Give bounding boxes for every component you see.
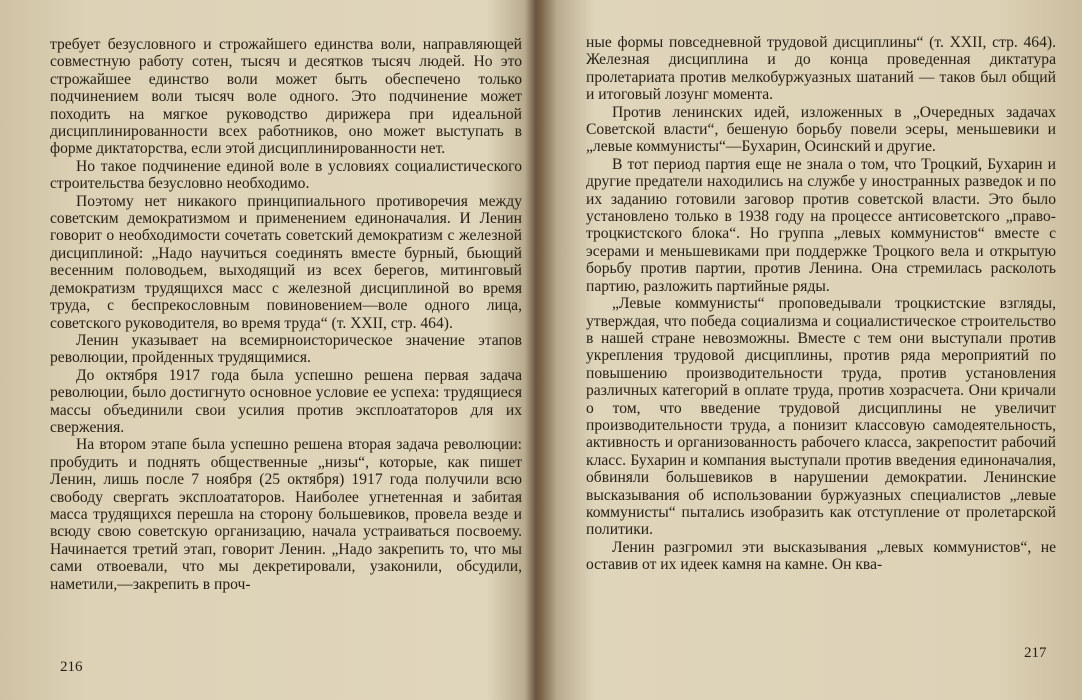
page-number: 217 bbox=[1024, 645, 1047, 661]
paragraph: Ленин разгромил эти высказывания „левых коммунистов“, не оставив от их идеек камня на камне. Он ква- bbox=[586, 538, 1056, 574]
right-page-text bbox=[586, 34, 1056, 574]
paragraph: требует безусловного и строжайшего единства воли, направляющей совместную работу сотен, тысяч и десятков тысяч людей. Но это строжайшее единство воли может быть обеспечено только подчинением воли тысяч воле одного. Это подчинение может походить на мягкое руководство дирижера при идеальной дисциплинированности всех работников, оно может выступать в форме диктаторства, если этой дисциплинированности нет. bbox=[50, 36, 522, 158]
paragraph: До октября 1917 года была успешно решена первая задача революции, было достигнуто основное условие ее успеха: трудящиеся массы объединили свои усилия против эксплоататоров для их свержения. bbox=[50, 366, 522, 436]
paragraph: На втором этапе была успешно решена вторая задача революции: пробудить и поднять общественные „низы“, которые, как пишет Ленин, лишь после 7 ноября (25 октября) 1917 года получили всю свободу свергать эксплоататоров. Наиболее угнетенная и забитая масса трудящихся перешла на сторону большевиков, провела везде и всюду свою советскую организацию, начала устраиваться посвоему. Начинается третий этап, говорит Ленин. „Надо закрепить то, что мы сами отвоевали, что мы декретировали, узаконили, обсудили, наметили,—закрепить в проч- bbox=[50, 436, 522, 593]
paragraph: Ленин указывает на всемирноисторическое значение этапов революции, пройденных трудящимися. bbox=[50, 331, 522, 367]
paragraph: В тот период партия еще не знала о том, что Троцкий, Бухарин и другие предатели находились на службе у иностранных разведок и по их заданию готовили заговор против советской власти. Это было установлено только в 1938 году на процессе антисоветского „право-троцкистского блока“. Но группа „левых коммунистов“ вместе с эсерами и меньшевиками при поддержке Троцкого вела и открытую борьбу против партии, против Ленина. Она стремилась расколоть партию, разложить партийные ряды. bbox=[586, 155, 1056, 295]
paragraph: Поэтому нет никакого принципиального противоречия между советским демократизмом и применением единоначалия. И Ленин говорит о необходимости сочетать советский демократизм с железной дисциплиной: „Надо научиться соединять вместе бурный, бьющий весенним половодьем, выходящий из всех берегов, митинговый демократизм трудящихся масс с железной дисциплиной во время труда, с беспрекословным повиновением—воле одного лица, советского руководителя, во время труда“ (т. XXII, стр. 464). bbox=[50, 192, 522, 332]
left-page-text bbox=[50, 36, 522, 593]
paragraph: Против ленинских идей, изложенных в „Очередных задачах Советской власти“, бешеную борьбу повели эсеры, меньшевики и „левые коммунисты“—Бухарин, Осинский и другие. bbox=[586, 103, 1056, 156]
page-number: 216 bbox=[60, 659, 83, 675]
paragraph: Но такое подчинение единой воле в условиях социалистического строительства безусловно необходимо. bbox=[50, 157, 522, 193]
paragraph: ные формы повседневной трудовой дисциплины“ (т. XXII, стр. 464). Железная дисциплина и до конца проведенная диктатура пролетариата против мелкобуржуазных шатаний — таков был общий и итоговый лозунг момента. bbox=[586, 34, 1056, 104]
right-page bbox=[546, 0, 1082, 700]
paragraph: „Левые коммунисты“ проповедывали троцкистские взгляды, утверждая, что победа социализма и социалистическое строительство в нашей стране невозможны. Вместе с тем они выступали против укрепления трудовой дисциплины, против ряда мероприятий по повышению производительности труда, против установления различных категорий в оплате труда, против хозрасчета. Они кричали о том, что введение трудовой дисциплины не увеличит производительности труда, а понизит классовую самодеятельность, активность и организованность рабочего класса, закрепостит рабочий класс. Бухарин и компания выступали против введения единоначалия, обвиняли большевиков в нарушении демократии. Ленинские высказывания об использовании буржуазных специалистов „левые коммунисты“ пытались изобразить как отступление от пролетарской политики. bbox=[586, 295, 1056, 539]
left-page bbox=[0, 0, 536, 700]
